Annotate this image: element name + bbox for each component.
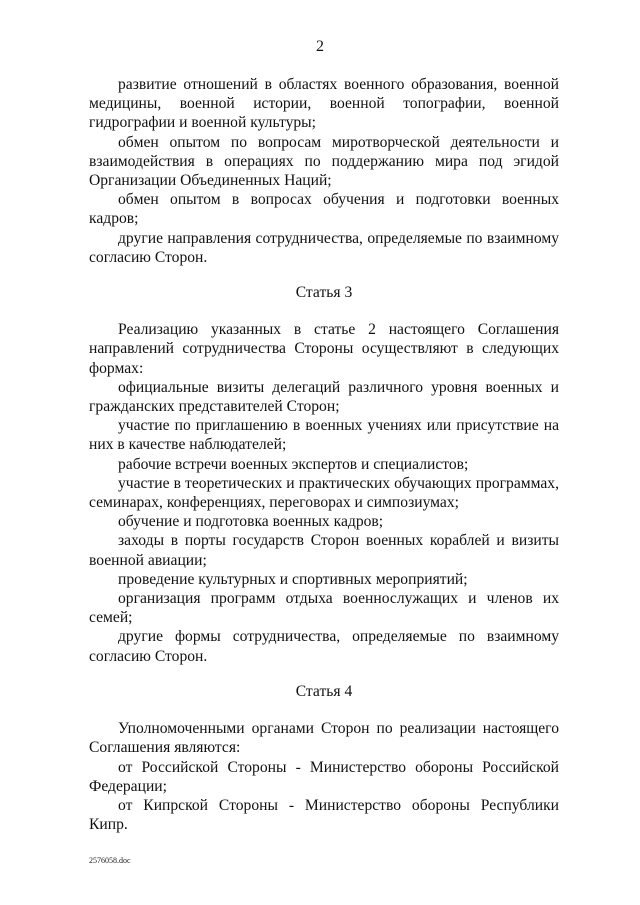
paragraph: развитие отношений в областях военного образования, военной медицины, военной истории, военной топографии, военной гидрографии и военной культуры;: [89, 76, 559, 132]
paragraph: от Российской Стороны - Министерство обороны Российской Федерации;: [89, 758, 559, 795]
paragraph: обучение и подготовка военных кадров;: [118, 513, 384, 531]
file-name-footer: 2576058.doc: [89, 856, 131, 865]
paragraph: другие направления сотрудничества, определяемые по взаимному согласию Сторон.: [89, 229, 559, 266]
paragraph: официальные визиты делегаций различного уровня военных и гражданских представителей Сторон;: [89, 378, 559, 416]
page-number: 2: [316, 38, 324, 55]
paragraph: от Кипрской Стороны - Министерство обороны Республики Кипр.: [89, 796, 559, 834]
document-body: [89, 75, 559, 834]
paragraph: организация программ отдыха военнослужащих и членов их семей;: [89, 590, 559, 627]
paragraph: участие по приглашению в военных учениях или присутствие на них в качестве наблюдателей;: [89, 417, 559, 454]
paragraph: другие формы сотрудничества, определяемые по взаимному согласию Сторон.: [89, 628, 559, 665]
paragraph: рабочие встречи военных экспертов и специалистов;: [118, 455, 469, 473]
paragraph: проведение культурных и спортивных мероприятий;: [118, 570, 468, 588]
paragraph: заходы в порты государств Сторон военных кораблей и визиты военной авиации;: [89, 532, 559, 569]
article-3-heading: Статья 3: [295, 284, 353, 302]
paragraph: Реализацию указанных в статье 2 настоящего Соглашения направлений сотрудничества Стороны осуществляют в следующих формах:: [89, 321, 559, 377]
article-4-heading: Статья 4: [295, 682, 353, 700]
paragraph: Уполномоченными органами Сторон по реализации настоящего Соглашения являются:: [89, 720, 559, 757]
paragraph: обмен опытом в вопросах обучения и подготовки военных кадров;: [89, 191, 559, 228]
paragraph: участие в теоретических и практических обучающих программах, семинарах, конференциях, переговорах и симпозиумах;: [89, 474, 559, 512]
paragraph: обмен опытом по вопросам миротворческой деятельности и взаимодействия в операциях по поддержанию мира под эгидой Организации Объединенных Наций;: [89, 133, 559, 190]
